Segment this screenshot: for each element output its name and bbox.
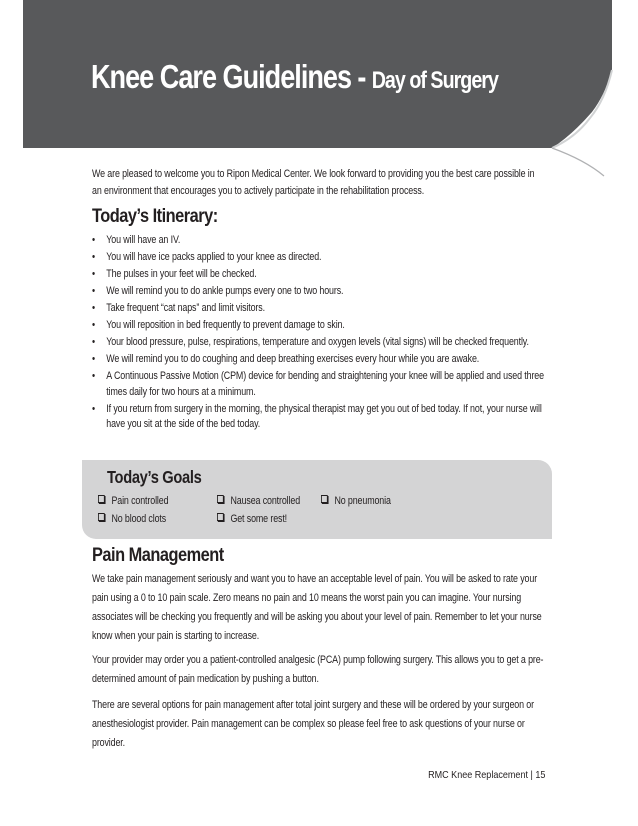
pain-heading: Pain Management (92, 544, 224, 566)
list-item: • The pulses in your feet will be checked. (92, 267, 550, 283)
goals-heading: Today’s Goals (107, 467, 202, 487)
goals-box (82, 460, 552, 539)
itinerary-heading: Today’s Itinerary: (92, 205, 218, 227)
list-item: • You will have ice packs applied to your knee as directed. (92, 250, 550, 266)
checkbox-icon (217, 495, 224, 503)
goal-item: Pain controlled (98, 495, 168, 507)
goal-item: No blood clots (98, 513, 166, 525)
list-item: • Take frequent “cat naps” and limit visitors. (92, 301, 550, 317)
page-footer: RMC Knee Replacement | 15 (427, 769, 545, 781)
checkbox-icon (321, 495, 328, 503)
checkbox-icon (217, 513, 224, 521)
intro-paragraph: We are pleased to welcome you to Ripon Medical Center. We look forward to providing you the best care possible in an environment that encourages you to actively participate in the rehabilitation process. (92, 168, 535, 197)
list-item: • You will have an IV. (92, 233, 550, 249)
list-item: • If you return from surgery in the morning, the physical therapist may get you out of bed today. If not, your nurse will have you sit at the side of the bed today. (92, 402, 550, 433)
list-item: • Your blood pressure, pulse, respirations, temperature and oxygen levels (vital signs) will be checked frequently. (92, 335, 550, 351)
itinerary-list (92, 233, 550, 434)
list-item: • A Continuous Passive Motion (CPM) device for bending and straightening your knee will be applied and used three times daily for two hours at a minimum. (92, 369, 550, 400)
title-sub: Day of Surgery (371, 67, 498, 94)
title-main: Knee Care Guidelines (91, 58, 352, 95)
page-title (91, 58, 498, 96)
list-item: • You will reposition in bed frequently to prevent damage to skin. (92, 318, 550, 334)
list-item: • We will remind you to do coughing and deep breathing exercises every hour while you are awake. (92, 352, 550, 368)
pain-paragraph: Your provider may order you a patient-controlled analgesic (PCA) pump following surgery. This allows you to get a pre-determined amount of pain medication by pushing a button. (92, 654, 544, 685)
goal-item: No pneumonia (321, 495, 391, 507)
title-dash: - (357, 58, 366, 95)
checkbox-icon (98, 495, 105, 503)
pain-paragraph: There are several options for pain management after total joint surgery and these will be ordered by your surgeon or anesthesiologist provider. Pain management can be complex so please feel free to ask questions of your nurse or provider. (92, 699, 534, 749)
checkbox-icon (98, 513, 105, 521)
goal-item: Get some rest! (217, 513, 287, 525)
list-item: • We will remind you to do ankle pumps every one to two hours. (92, 284, 550, 300)
pain-paragraph: We take pain management seriously and want you to have an acceptable level of pain. You will be asked to rate your pain using a 0 to 10 pain scale. Zero means no pain and 10 means the worst pain you can imagine. Your nursing associates will be checking you frequently and will be asking you about your level of pain. Remember to let your nurse know when your pain is starting to increase. (92, 573, 542, 642)
goal-item: Nausea controlled (217, 495, 300, 507)
